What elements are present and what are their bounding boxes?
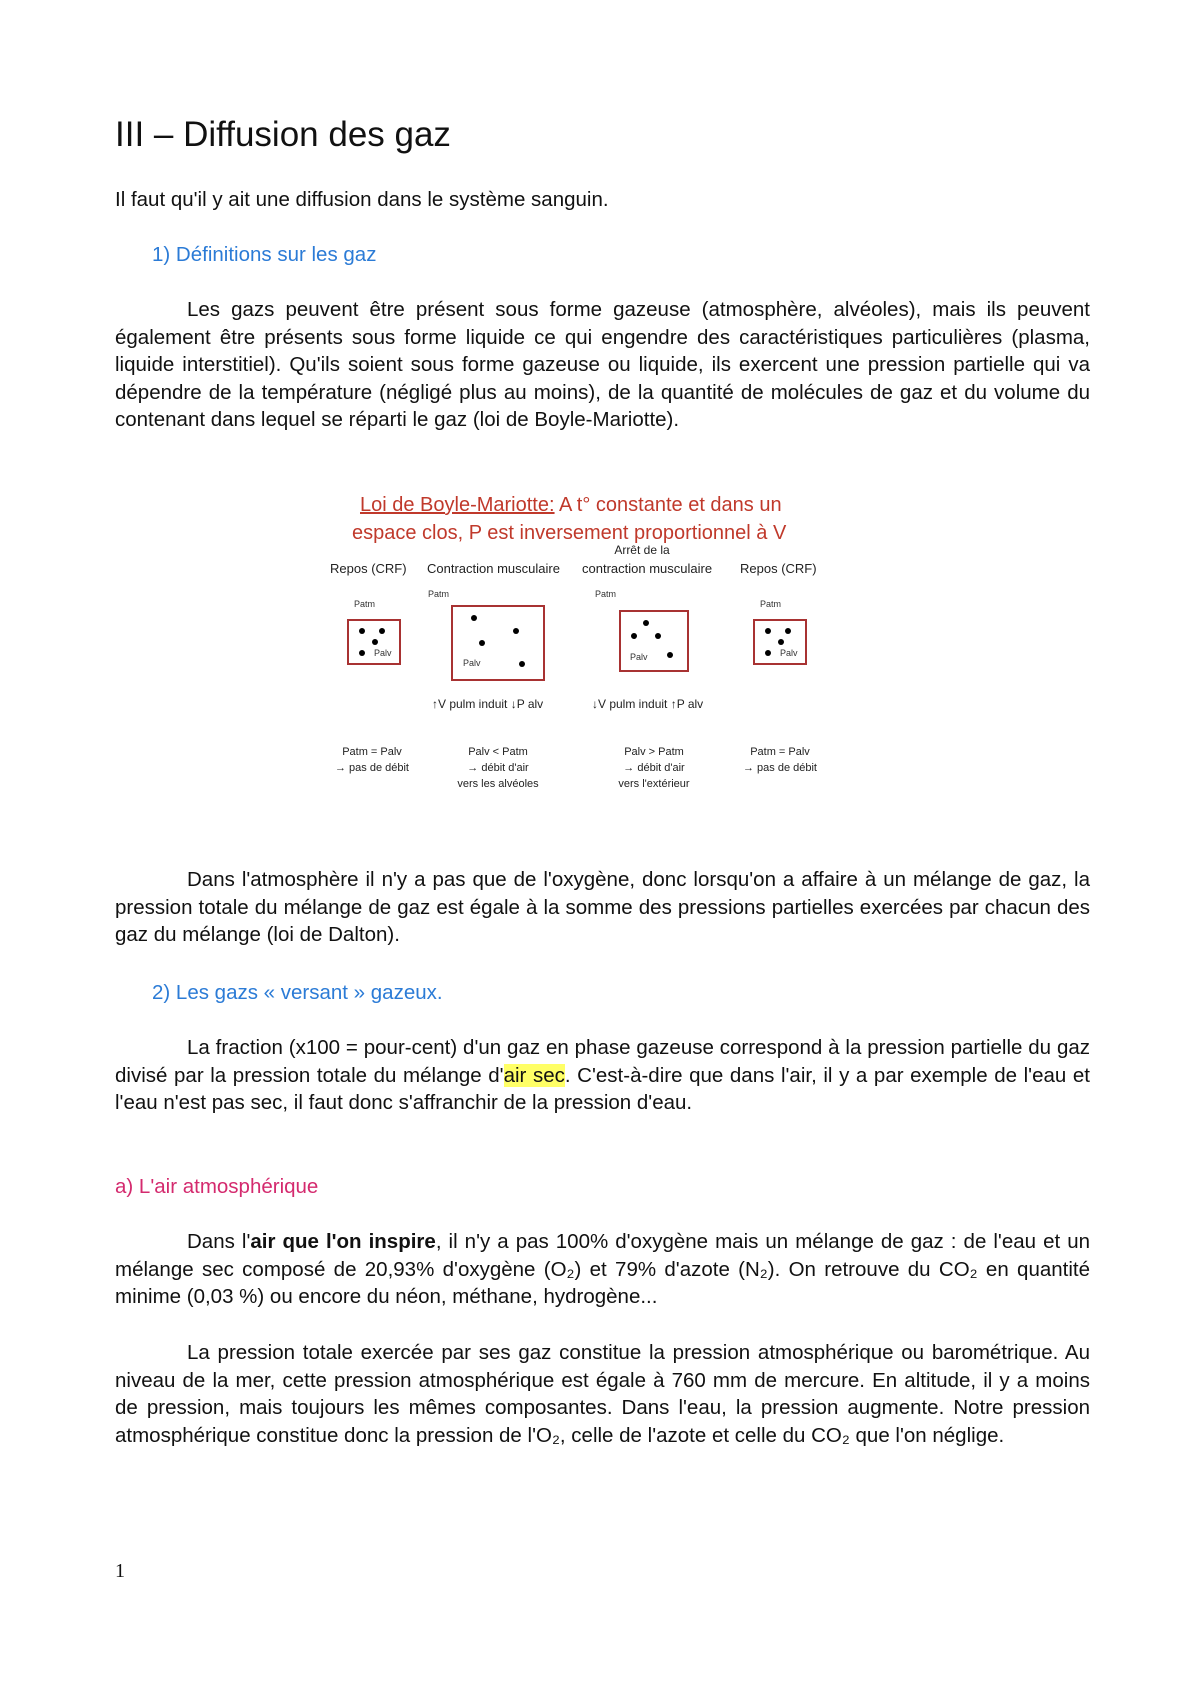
molecule-dot: [372, 639, 378, 645]
col4-label: Repos (CRF): [740, 561, 817, 576]
molecule-dot: [513, 628, 519, 634]
col1-label: Repos (CRF): [330, 561, 407, 576]
section-1-heading: 1) Définitions sur les gaz: [152, 243, 377, 266]
molecule-dot: [643, 620, 649, 626]
boyle-mariotte-figure: [320, 490, 880, 800]
sub-a-bold-text: air que l'on inspire: [250, 1230, 436, 1253]
page-title: III – Diffusion des gaz: [115, 115, 451, 154]
palv-label-3: Palv: [630, 652, 648, 662]
intro-paragraph: Il faut qu'il y ait une diffusion dans le système sanguin.: [115, 188, 609, 211]
molecule-dot: [765, 628, 771, 634]
molecule-dot: [631, 633, 637, 639]
molecule-dot: [655, 633, 661, 639]
col1-result-1: Patm = Palv: [342, 746, 402, 758]
col2-label: Contraction musculaire: [427, 561, 560, 576]
section-2-text-a: La fraction (x100 = pour-cent) d'un gaz en phase gazeuse correspond à la pression partielle du gaz divisé par la pression totale du mélange d': [115, 1036, 1090, 1087]
figure-subtitle: espace clos, P est inversement proportionnel à V: [352, 522, 787, 544]
col3-result-3: vers l'extérieur: [618, 778, 690, 790]
figure-title-rest: A t° constante et dans un: [554, 494, 782, 516]
figure-title-link: [360, 494, 782, 516]
molecule-dot: [359, 650, 365, 656]
col3-result-1: Palv > Patm: [624, 746, 684, 758]
col2-result-1: Palv < Patm: [468, 746, 528, 758]
patm-label-1: Patm: [354, 599, 376, 609]
molecule-dot: [765, 650, 771, 656]
subsection-a-paragraph-1: [115, 1228, 1090, 1311]
col2-volume-note: ↑V pulm induit ↓P alv: [432, 697, 544, 711]
alveolus-box-2: [452, 606, 544, 680]
col4-result-2: → pas de débit: [743, 762, 817, 774]
section-2-text-b: . C'est-à-dire que dans l'air, il y a par exemple de l'eau et l'eau n'est pas sec, il faut donc s'affranchir de la pression d'eau.: [115, 1063, 1090, 1114]
molecule-dot: [519, 661, 525, 667]
section-1-paragraph: Les gazs peuvent être présent sous forme gazeuse (atmosphère, alvéoles), mais ils peuvent également être présents sous forme liquide ce qui engendre des caractéristiques particulières (plasma, liquide interstitiel). Qu'ils soient sous forme gazeuse ou liquide, ils exercent une pression partielle qui va dépendre de la température (négligé plus au moins), de la quantité de molécules de gaz et du volume du contenant dans lequel se réparti le gaz (loi de Boyle-Mariotte).: [115, 298, 1090, 431]
sub-a-text-a: Dans l': [187, 1230, 251, 1253]
highlight-air-sec: air sec: [503, 1063, 565, 1087]
palv-label-4: Palv: [780, 648, 798, 658]
molecule-dot: [479, 640, 485, 646]
palv-label-2: Palv: [463, 658, 481, 668]
molecule-dot: [667, 652, 673, 658]
section-2-heading: 2) Les gazs « versant » gazeux.: [152, 981, 443, 1004]
subsection-a-paragraph-2: La pression totale exercée par ses gaz constitue la pression atmosphérique ou barométrique. Au niveau de la mer, cette pression atmosphérique est égale à 760 mm de mercure. En altitude, il y a moins de pression, mais toujours les mêmes composantes. Dans l'eau, la pression augmente. Notre pression atmosphérique constitue donc la pression de l'O₂, celle de l'azote et celle du CO₂ que l'on néglige.: [115, 1341, 1090, 1447]
molecule-dot: [778, 639, 784, 645]
molecule-dot: [359, 628, 365, 634]
col1-result-2: → pas de débit: [335, 762, 409, 774]
patm-label-2: Patm: [428, 589, 450, 599]
sub-a-text-b: , il n'y a pas 100% d'oxygène mais un mélange de gaz : de l'eau et un mélange sec composé de 20,93% d'oxygène (O₂) et 79% d'azote (N₂). On retrouve du CO₂ en quantité minime (0,03 %) ou encore du néon, méthane, hydrogène...: [115, 1230, 1090, 1308]
col3-label-line2: contraction musculaire: [582, 561, 713, 576]
col3-label-line1: Arrêt de la: [614, 543, 670, 557]
subsection-a-heading: a) L'air atmosphérique: [115, 1175, 319, 1198]
col2-result-3: vers les alvéoles: [457, 778, 539, 790]
figure-title-underlined: Loi de Boyle-Mariotte:: [360, 494, 555, 516]
molecule-dot: [379, 628, 385, 634]
palv-label-1: Palv: [374, 648, 392, 658]
section-2-paragraph: [115, 1034, 1090, 1117]
molecule-dot: [785, 628, 791, 634]
col2-result-2: → débit d'air: [467, 762, 529, 774]
molecule-dot: [471, 615, 477, 621]
col4-result-1: Patm = Palv: [750, 746, 810, 758]
patm-label-3: Patm: [595, 589, 617, 599]
dalton-paragraph: Dans l'atmosphère il n'y a pas que de l'oxygène, donc lorsqu'on a affaire à un mélange de gaz, la pression totale du mélange de gaz est égale à la somme des pressions partielles exercées par chacun des gaz du mélange (loi de Dalton).: [115, 868, 1090, 946]
patm-label-4: Patm: [760, 599, 782, 609]
col3-volume-note: ↓V pulm induit ↑P alv: [592, 697, 704, 711]
page-number: 1: [115, 1560, 125, 1582]
alveolus-box-3: [620, 611, 688, 671]
col3-result-2: → débit d'air: [623, 762, 685, 774]
